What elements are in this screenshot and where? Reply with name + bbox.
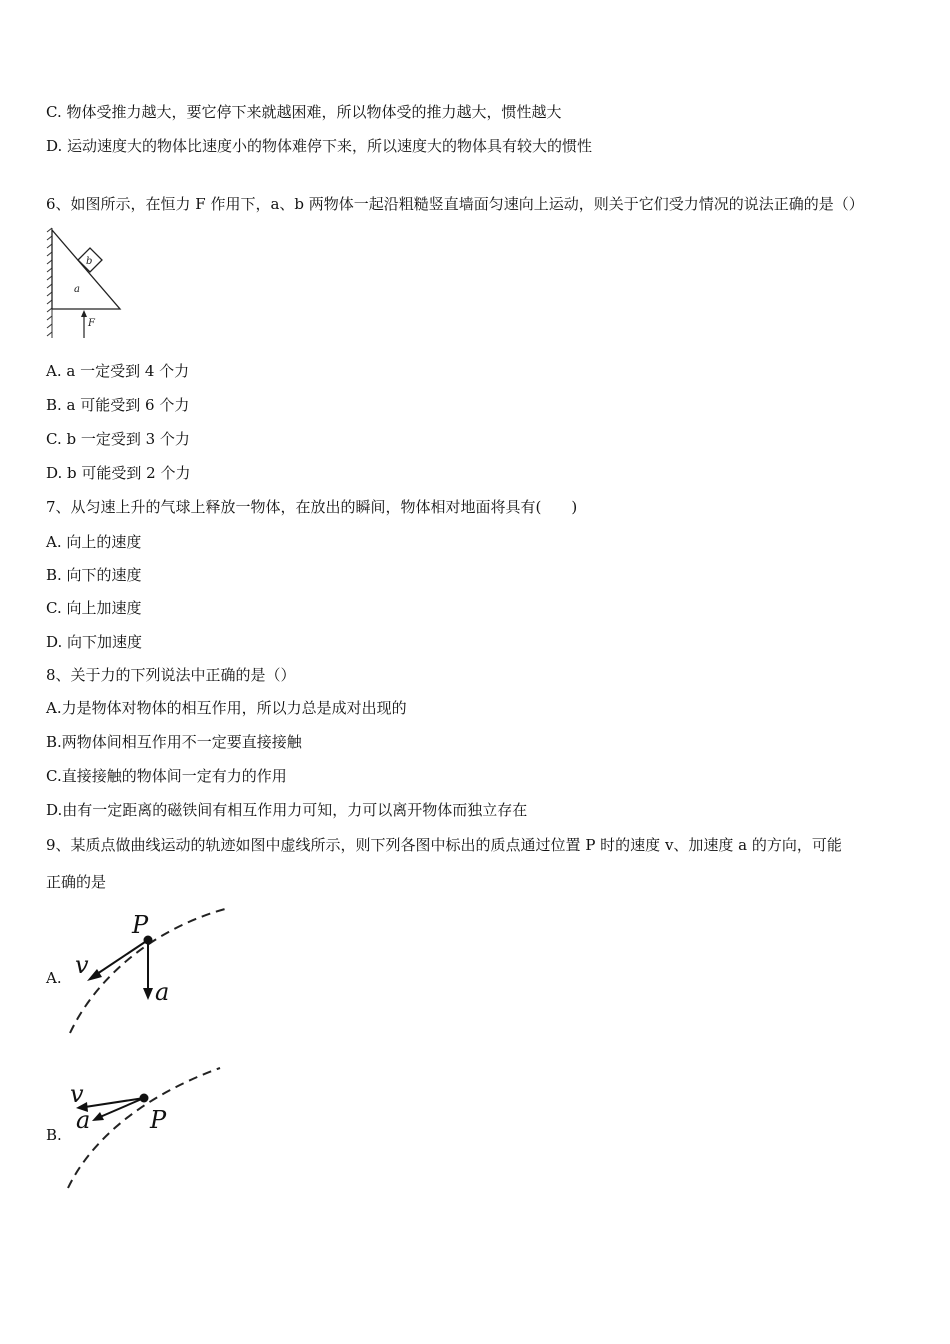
q9-figure-a xyxy=(60,905,240,1040)
q7-option-d: D. 向下加速度 xyxy=(46,633,143,651)
label-a: a xyxy=(74,284,80,295)
trajectory-dashed xyxy=(68,1068,220,1188)
q8-option-d: D.由有一定距离的磁铁间有相互作用力可知，力可以离开物体而独立存在 xyxy=(46,801,528,819)
q7-option-a: A. 向上的速度 xyxy=(46,533,142,551)
label-F: F xyxy=(88,318,95,329)
velocity-arrow-head xyxy=(87,969,102,981)
q8-option-b: B.两物体间相互作用不一定要直接接触 xyxy=(46,733,302,751)
q5-option-d: D. 运动速度大的物体比速度小的物体难停下来，所以速度大的物体具有较大的惯性 xyxy=(46,137,593,155)
label-v: v xyxy=(75,951,89,979)
q7-option-b: B. 向下的速度 xyxy=(46,566,142,584)
q7-option-c: C. 向上加速度 xyxy=(46,599,142,617)
q9-figure-b xyxy=(60,1062,240,1197)
label-P: P xyxy=(132,911,149,939)
label-a: a xyxy=(155,978,170,1006)
wall-hatch xyxy=(47,228,52,338)
q9-stem-line2: 正确的是 xyxy=(46,873,107,891)
q8-stem: 8、关于力的下列说法中正确的是（） xyxy=(46,666,296,684)
q9-option-b-label: B. xyxy=(46,1126,62,1144)
q6-stem: 6、如图所示，在恒力 F 作用下，a、b 两物体一起沿粗糙竖直墙面匀速向上运动，则关于它们受力情况的说法正确的是（） xyxy=(46,195,864,213)
q6-option-c: C. b 一定受到 3 个力 xyxy=(46,430,190,448)
q9-stem-line1: 9、某质点做曲线运动的轨迹如图中虚线所示，则下列各图中标出的质点通过位置 P 时的速度 v、加速度 a 的方向，可能 xyxy=(46,836,842,854)
block-a xyxy=(52,230,120,309)
label-a: a xyxy=(76,1106,91,1134)
acceleration-arrow-head xyxy=(92,1112,104,1121)
q7-stem: 7、从匀速上升的气球上释放一物体，在放出的瞬间，物体相对地面将具有( ) xyxy=(46,498,578,516)
label-b: b xyxy=(86,256,93,267)
q5-option-c: C. 物体受推力越大，要它停下来就越困难，所以物体受的推力越大，惯性越大 xyxy=(46,103,562,121)
q9-option-a-label: A. xyxy=(46,969,62,987)
q8-option-a: A.力是物体对物体的相互作用，所以力总是成对出现的 xyxy=(46,699,407,717)
q8-option-c: C.直接接触的物体间一定有力的作用 xyxy=(46,767,287,785)
q6-option-b: B. a 可能受到 6 个力 xyxy=(46,396,190,414)
q6-option-a: A. a 一定受到 4 个力 xyxy=(46,362,190,380)
q6-option-d: D. b 可能受到 2 个力 xyxy=(46,464,191,482)
q6-figure xyxy=(44,226,124,342)
label-P: P xyxy=(150,1106,167,1134)
acceleration-arrow-head xyxy=(143,988,153,1000)
force-arrow-head xyxy=(81,310,87,317)
label-v: v xyxy=(70,1080,84,1108)
